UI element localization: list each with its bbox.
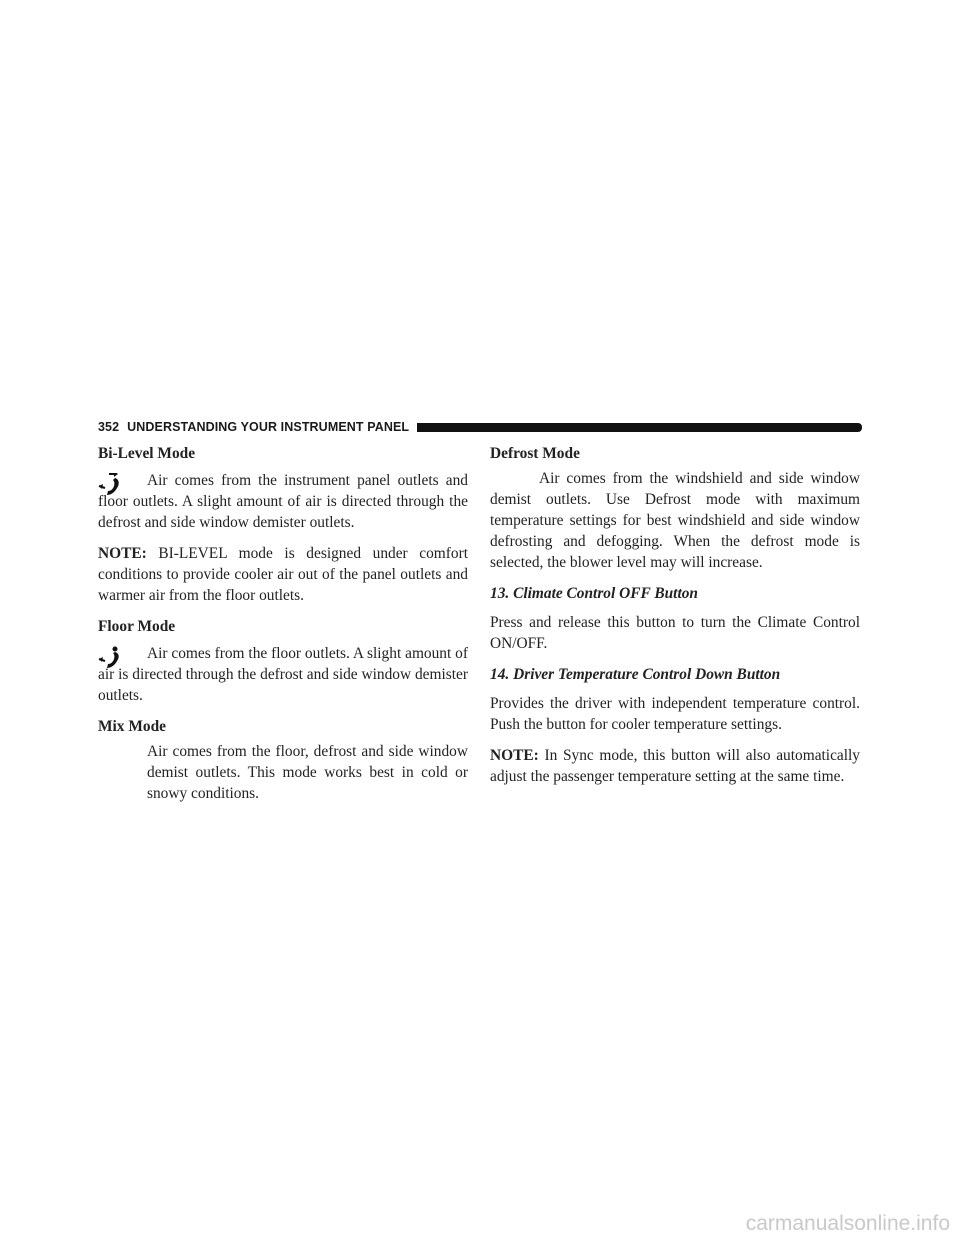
bilevel-body: Air comes from the instrument panel outlets and floor outlets. A slight amount of air is directed through the defrost and side window demister outlets. xyxy=(98,472,468,531)
defrost-body: Air comes from the windshield and side window demist outlets. Use Defrost mode with maximum temperature settings for best windshield and side window defrosting and defogging. When the defrost mode is selected, the blower level may will increase. xyxy=(490,470,860,571)
floor-body: Air comes from the floor outlets. A slight amount of air is directed through the defrost and side window demister outlets. xyxy=(98,645,468,704)
bilevel-heading: Bi-Level Mode xyxy=(98,445,196,462)
floor-mode-icon xyxy=(98,646,122,670)
section-title: UNDERSTANDING YOUR INSTRUMENT PANEL xyxy=(127,420,410,434)
note-sync xyxy=(490,745,860,787)
section-13-heading: 13. Climate Control OFF Button xyxy=(490,585,698,602)
section-14-body: Provides the driver with independent temperature control. Push the button for cooler temperature settings. xyxy=(490,695,860,733)
section-14-heading: 14. Driver Temperature Control Down Button xyxy=(490,666,781,683)
note-text: BI-LEVEL mode is designed under comfort conditions to provide cooler air out of the panel outlets and warmer air from the floor outlets. xyxy=(98,545,468,604)
watermark: carmanualsonline.info xyxy=(745,1212,950,1235)
page-number: 352 xyxy=(98,420,120,434)
note-label: NOTE: xyxy=(98,545,147,562)
note-label: NOTE: xyxy=(490,747,539,764)
floor-heading: Floor Mode xyxy=(98,618,176,635)
mix-body: Air comes from the floor, defrost and side window demist outlets. This mode works best in cold or snowy conditions. xyxy=(147,743,468,802)
section-13-body: Press and release this button to turn the Climate Control ON/OFF. xyxy=(490,614,860,652)
defrost-paragraph xyxy=(490,468,860,573)
bilevel-mode-icon xyxy=(98,473,122,497)
note-bilevel xyxy=(98,543,468,606)
bilevel-paragraph xyxy=(98,470,468,533)
right-column xyxy=(490,440,860,797)
note-text: In Sync mode, this button will also automatically adjust the passenger temperature setting at the same time. xyxy=(490,747,860,785)
mix-heading: Mix Mode xyxy=(98,718,166,735)
defrost-heading: Defrost Mode xyxy=(490,445,580,462)
header-rule xyxy=(417,423,862,432)
floor-paragraph xyxy=(98,643,468,706)
page-header xyxy=(98,420,862,434)
left-column xyxy=(98,440,468,814)
